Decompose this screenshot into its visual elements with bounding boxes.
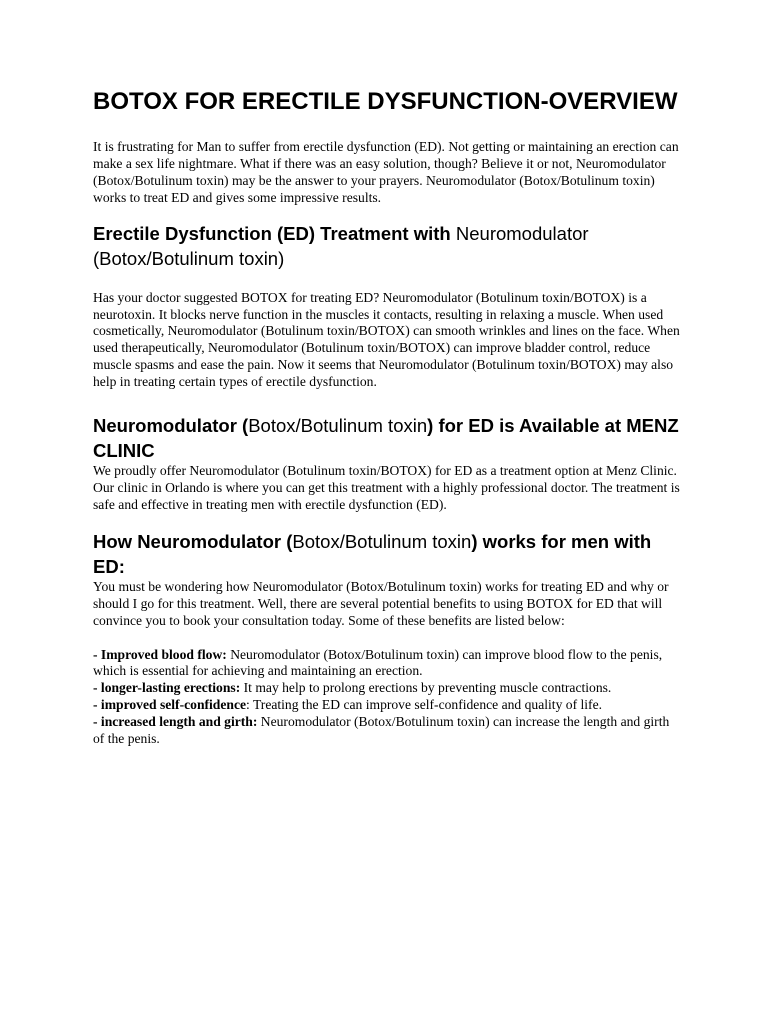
list-item <box>93 680 683 697</box>
heading-normal-part: Botox/Botulinum toxin <box>248 415 428 437</box>
section-heading-treatment <box>93 221 683 271</box>
how-it-works-paragraph: You must be wondering how Neuromodulator (Botox/Botulinum toxin) works for treating ED and why or should I go for this treatment. Well, there are several potential benefits to using BOTOX for ED that will convince you to book your consultation today. Some of these benefits are listed below: <box>93 578 669 628</box>
intro-paragraph: It is frustrating for Man to suffer from erectile dysfunction (ED). Not getting or maintaining an erection can make a sex life nightmare. What if there was an easy solution, though? Believe it or not, Neuromodulator (Botox/Botulinum toxin) may be the answer to your prayers. Neuromodulator (Botox/Botulinum toxin) works to treat ED and gives some impressive results. <box>93 139 679 205</box>
availability-paragraph: We proudly offer Neuromodulator (Botulinum toxin/BOTOX) for ED as a treatment option at Menz Clinic. Our clinic in Orlando is where you can get this treatment with a highly professional doctor. The treatment is safe and effective in treating men with erectile dysfunction (ED). <box>93 463 680 512</box>
heading-bold-part: ) for ED is Available at MENZ CLINIC <box>93 415 679 462</box>
list-item <box>93 647 683 681</box>
document-page <box>93 86 683 748</box>
heading-bold-part: How Neuromodulator ( <box>93 530 293 552</box>
heading-bold-part: Neuromodulator ( <box>93 415 249 437</box>
document-title: BOTOX FOR ERECTILE DYSFUNCTION-OVERVIEW <box>93 88 678 115</box>
benefit-label: - increased length and girth: <box>93 714 258 730</box>
treatment-paragraph: Has your doctor suggested BOTOX for treating ED? Neuromodulator (Botulinum toxin/BOTOX) is a neurotoxin. It blocks nerve function in the muscles it contacts, resulting in relaxing a muscle. When used cosmetically, Neuromodulator (Botulinum toxin/BOTOX) can smooth wrinkles and lines on the face. When used therapeutically, Neuromodulator (Botulinum toxin/BOTOX) can improve bladder control, reduce muscle spasms and ease the pain. Now it seems that Neuromodulator (Botulinum toxin/BOTOX) may also help in treating certain types of erectile dysfunction. <box>93 289 680 390</box>
list-item <box>93 697 683 714</box>
benefit-label: - longer-lasting erections: <box>93 680 241 696</box>
section-heading-how-it-works <box>93 529 683 579</box>
benefit-text: Neuromodulator (Botox/Botulinum toxin) can increase the length and girth of the penis. <box>93 714 670 747</box>
heading-bold-part: Erectile Dysfunction (ED) Treatment with <box>93 222 456 244</box>
benefits-list <box>93 647 683 748</box>
section-heading-availability <box>93 413 683 463</box>
list-item <box>93 714 683 748</box>
heading-bold-part: ) works for men with ED: <box>93 530 652 577</box>
heading-normal-part: Neuromodulator (Botox/Botulinum toxin) <box>93 222 589 269</box>
benefit-text: It may help to prolong erections by preventing muscle contractions. <box>240 680 612 696</box>
heading-normal-part: Botox/Botulinum toxin <box>292 530 472 552</box>
benefit-label: - improved self-confidence <box>93 697 247 713</box>
benefit-text: Neuromodulator (Botox/Botulinum toxin) can improve blood flow to the penis, which is essential for achieving and maintaining an erection. <box>93 646 663 679</box>
benefit-text: : Treating the ED can improve self-confidence and quality of life. <box>246 697 603 713</box>
benefit-label: - Improved blood flow: <box>93 646 227 662</box>
